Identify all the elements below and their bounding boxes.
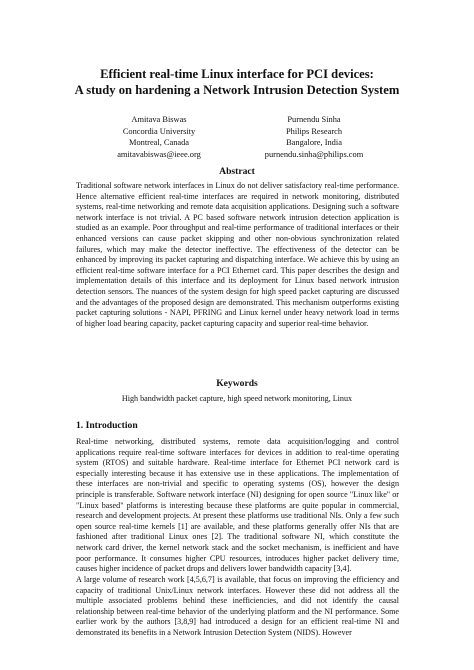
author-email: amitavabiswas@ieee.org: [117, 149, 201, 159]
author-block-2: [224, 114, 404, 160]
author-location: Montreal, Canada: [129, 138, 189, 147]
author-block-1: [69, 114, 249, 160]
abstract-heading: Abstract: [219, 166, 255, 177]
keywords-text: High bandwidth packet capture, high speed network monitoring, Linux: [121, 394, 353, 403]
title-line-1: Efficient real-time Linux interface for PCI devices:: [100, 67, 374, 81]
author-location: Bangalore, India: [286, 138, 342, 147]
abstract-text: Traditional software network interfaces in Linux do not deliver satisfactory real-time performance. Hence alternative efficient real-time interfaces are required in network monitoring, distributed systems, real-time networking and remote data acquisition applications. Designing such a software network interface is not trivial. A PC based software network intrusion detection application is studied as an example. Poor throughput and real-time performance of traditional interfaces or their enhanced versions can cause packet skipping and other non-obvious synchronization related failures, which may make the detector ineffective. The effectiveness of the detector can be enhanced by improving its packet capturing and dispatching interface. We achieve this by using an efficient real-time software interface for a PCI Ethernet card. This paper describes the design and implementation details of this interface and its deployment for Linux based network intrusion detection sensors. The nuances of the system design for high speed packet capturing are discussed and the advantages of the proposed design are demonstrated. This mechanism outperforms existing packet capturing solutions - NAPI, PFRING and Linux kernel under heavy network load in terms of higher load bearing capacity, packet capturing capacity and superior real-time behavior.: [76, 181, 399, 328]
paper-title: [30, 66, 444, 98]
intro-paragraph-1: Real-time networking, distributed systems, remote data acquisition/logging and control applications require real-time software interfaces for devices in addition to real-time operating system (RTOS) and suitable hardware. Real-time interface for Ethernet PCI network card is especially interesting because it has extensive use in these applications. The implementation of these interfaces are non-trivial and specific to operating systems (OS), however the design principle is transferable. Software network interface (NI) designing for open source "Linux like" or "Linux based" platforms is interesting because these platforms are quite popular in commercial, research and development projects. At present these platforms use traditional NIs. Only a few such open source real-time kernels [1] are available, and these platforms generally offer NIs that are fashioned after traditional Linux ones [2]. The traditional software NI, which constitute the network card driver, the kernel network stack and the socket mechanism, is inefficient and have poor performance. It consumes higher CPU resources, introduces higher packet delivery time, causes higher incidence of packet drops and delivers lower bandwidth capacity [3,4].: [76, 437, 399, 574]
title-line-2: A study on hardening a Network Intrusion Detection System: [74, 83, 400, 97]
author-name: Amitava Biswas: [131, 115, 187, 124]
author-affiliation: Concordia University: [122, 126, 196, 136]
author-email: purnendu.sinha@philips.com: [264, 149, 364, 159]
intro-paragraph-2: A large volume of research work [4,5,6,7] is available, that focus on improving the efficiency and capacity of traditional Unix/Linux network interfaces. However these did not address all the multiple associated problems behind these inefficiencies, and did not identify the causal relationship between real-time behavior of the underlying platform and the NI performance. Some earlier work by the authors [3,8,9] had introduced a design for an efficient real-time NI and demonstrated its benefits in a Network Intrusion Detection System (NIDS). However: [76, 575, 399, 637]
author-name: Purnendu Sinha: [287, 115, 341, 124]
keywords-heading: Keywords: [216, 378, 258, 389]
author-affiliation: Philips Research: [285, 126, 343, 136]
section-heading-introduction: 1. Introduction: [76, 420, 138, 431]
